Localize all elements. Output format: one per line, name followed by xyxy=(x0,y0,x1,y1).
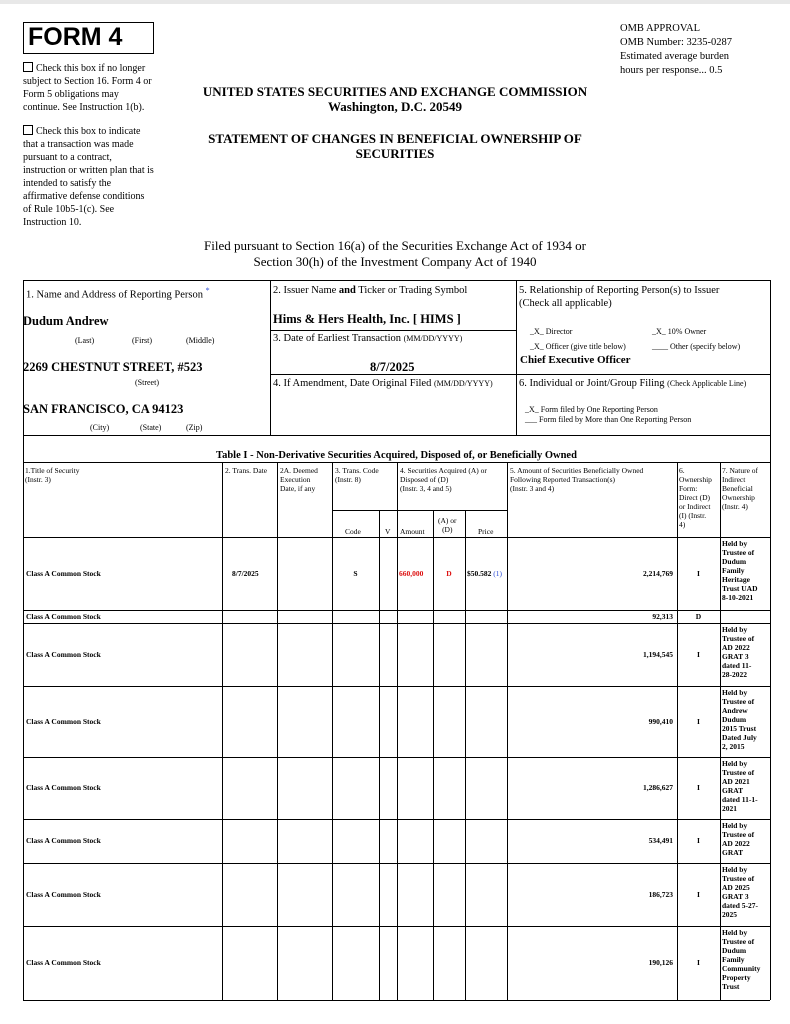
box5-label-line: 5. Relationship of Reporting Person(s) to Issuer xyxy=(519,285,720,296)
nature-line: Trustee of xyxy=(722,768,755,777)
other-mark: ____ xyxy=(652,342,668,351)
header-line: 7. Nature of xyxy=(722,466,759,475)
grid-line xyxy=(270,330,516,331)
acquired-disposed: D xyxy=(446,569,452,578)
grid-line xyxy=(397,462,398,1000)
box3-format: (MM/DD/YYYY) xyxy=(403,334,463,343)
grid-line xyxy=(332,462,333,1000)
box5-label-line: (Check all applicable) xyxy=(519,298,612,309)
check2-line: Check this box to indicate xyxy=(36,126,141,137)
nature-line: AD 2025 xyxy=(722,883,750,892)
nature-line: Trustee of xyxy=(722,697,755,706)
check1-line: Check this box if no longer xyxy=(36,63,146,74)
other-label: Other (specify below) xyxy=(670,342,741,351)
nature-line: AD 2022 xyxy=(722,839,750,848)
nature-of-ownership xyxy=(722,539,770,602)
issuer-name: Hims & Hers Health, Inc. [ HIMS ] xyxy=(273,312,461,326)
city-label: (City) xyxy=(90,423,110,432)
header-line: 2A. Deemed xyxy=(280,466,318,475)
row-divider xyxy=(23,610,770,611)
sub-header-code: Code xyxy=(345,527,361,536)
box1-label xyxy=(26,286,210,301)
col-nature-header xyxy=(722,466,758,511)
header-line: Execution xyxy=(280,475,311,484)
header-line: 6. xyxy=(679,466,685,475)
amount-owned: 534,491 xyxy=(648,836,673,845)
rule10b5-checkbox-block xyxy=(23,125,183,229)
nature-line: Community xyxy=(722,964,761,973)
box4-label xyxy=(273,378,493,389)
filed-line: Filed pursuant to Section 16(a) of the Securities Exchange Act of 1934 or xyxy=(204,238,586,253)
box2-label-c: Ticker or Trading Symbol xyxy=(355,285,468,296)
box2-label-b: and xyxy=(338,285,356,296)
nature-line: Trust UAD xyxy=(722,584,758,593)
ownership-form: I xyxy=(697,890,700,899)
city-state-zip: SAN FRANCISCO, CA 94123 xyxy=(23,402,184,416)
header-line: Ownership xyxy=(679,475,712,484)
ownership-form: I xyxy=(697,783,700,792)
box1-footnote-link[interactable]: * xyxy=(205,286,210,295)
nature-of-ownership xyxy=(722,759,770,813)
transaction-code: S xyxy=(353,569,358,578)
col-securities-header xyxy=(400,466,487,493)
check2-line: pursuant to a contract, xyxy=(23,152,112,163)
officer-checkbox[interactable] xyxy=(530,342,626,351)
sub-header-aord xyxy=(438,516,457,534)
statement-line: SECURITIES xyxy=(355,146,435,161)
security-title: Class A Common Stock xyxy=(26,836,101,845)
statement-heading xyxy=(180,131,610,161)
officer-title: Chief Executive Officer xyxy=(520,354,631,366)
grid-line xyxy=(23,537,770,538)
amount-owned: 1,286,627 xyxy=(643,783,673,792)
check2-line: affirmative defense conditions xyxy=(23,191,145,202)
nature-line: Held by xyxy=(722,539,748,548)
check1-line: continue. See Instruction 1(b). xyxy=(23,102,145,113)
header-line: 1.Title of Security xyxy=(25,466,80,475)
form-title: FORM 4 xyxy=(28,23,123,51)
single-filer-option[interactable] xyxy=(525,405,658,414)
row-divider xyxy=(23,819,770,820)
nature-line: 8-10-2021 xyxy=(722,593,754,602)
amount-owned: 190,126 xyxy=(648,958,673,967)
nature-of-ownership xyxy=(722,625,770,679)
header-line: (Instr. 4) xyxy=(722,502,748,511)
other-checkbox[interactable] xyxy=(652,342,740,351)
nature-of-ownership xyxy=(722,821,770,857)
price-footnote-link[interactable]: (1) xyxy=(491,569,502,578)
box2-label xyxy=(273,285,467,296)
grid-line xyxy=(277,462,278,1000)
header-line: or Indirect xyxy=(679,502,711,511)
filing1-mark: _X_ xyxy=(525,405,539,414)
header-line: (Instr. 3, 4 and 5) xyxy=(400,484,452,493)
security-title: Class A Common Stock xyxy=(26,569,101,578)
sub-header-v: V xyxy=(385,527,391,536)
filing2-mark: ___ xyxy=(525,415,537,424)
transaction-amount: 660,000 xyxy=(399,569,424,578)
col-deemed-header xyxy=(280,466,318,493)
section16-checkbox-block xyxy=(23,62,183,114)
header-line: (Instr. 3 and 4) xyxy=(510,484,555,493)
ownership-form: I xyxy=(697,836,700,845)
street-address: 2269 CHESTNUT STREET, #523 xyxy=(23,360,203,374)
nature-line: Property xyxy=(722,973,751,982)
check2-line: intended to satisfy the xyxy=(23,178,112,189)
nature-line: Dudum xyxy=(722,946,747,955)
col-code-header xyxy=(335,466,379,484)
nature-line: Held by xyxy=(722,821,748,830)
box3-label-text: 3. Date of Earliest Transaction xyxy=(273,333,402,344)
omb-line: hours per response... 0.5 xyxy=(620,65,723,76)
table-title: Table I - Non-Derivative Securities Acquired, Disposed of, or Beneficially Owned xyxy=(216,450,577,461)
box6-label xyxy=(519,378,746,389)
header-line: 3. Trans. Code xyxy=(335,466,379,475)
security-title: Class A Common Stock xyxy=(26,717,101,726)
amount-owned: 990,410 xyxy=(648,717,673,726)
nature-line: dated 5-27- xyxy=(722,901,759,910)
amount-owned: 1,194,545 xyxy=(643,650,673,659)
nature-line: Heritage xyxy=(722,575,750,584)
check1-line: Form 5 obligations may xyxy=(23,89,119,100)
header-line: Date, if any xyxy=(280,484,316,493)
header-line: (D) xyxy=(442,525,453,534)
grid-line xyxy=(720,462,721,1000)
box2-label-a: 2. Issuer Name xyxy=(273,285,339,296)
transaction-date: 8/7/2025 xyxy=(232,569,259,578)
box4-format: (MM/DD/YYYY) xyxy=(433,379,493,388)
ownership-form: I xyxy=(697,717,700,726)
amount-owned: 186,723 xyxy=(648,890,673,899)
ownership-form: I xyxy=(697,650,700,659)
check2-line: that a transaction was made xyxy=(23,139,134,150)
header-line: (I) (Instr. xyxy=(679,511,707,520)
grid-line xyxy=(270,280,271,435)
zip-label: (Zip) xyxy=(186,423,203,432)
nature-line: Family xyxy=(722,955,745,964)
owner-label: 10% Owner xyxy=(667,327,707,336)
header-line: Indirect xyxy=(722,475,746,484)
reporting-person-name: Dudum Andrew xyxy=(23,314,109,328)
top-strip xyxy=(0,0,790,4)
grid-line xyxy=(770,280,771,1000)
check2-line: instruction or written plan that is xyxy=(23,165,154,176)
owner-mark: _X_ xyxy=(652,327,666,336)
nature-line: GRAT xyxy=(722,848,744,857)
nature-line: GRAT 3 xyxy=(722,652,749,661)
omb-line: OMB Number: 3235-0287 xyxy=(620,37,732,48)
security-title: Class A Common Stock xyxy=(26,958,101,967)
earliest-transaction-date: 8/7/2025 xyxy=(370,360,415,374)
header-line: 4) xyxy=(679,520,686,529)
nature-line: 2, 2015 xyxy=(722,742,745,751)
header-line: Ownership xyxy=(722,493,755,502)
filed-line: Section 30(h) of the Investment Company Act of 1940 xyxy=(253,254,537,269)
header-line: Direct (D) xyxy=(679,493,711,502)
nature-line: dated 11- xyxy=(722,661,752,670)
header-line: 4. Securities Acquired (A) or xyxy=(400,466,487,475)
grid-line xyxy=(23,280,24,1000)
nature-line: Family xyxy=(722,566,745,575)
header-line: (Instr. 3) xyxy=(25,475,51,484)
nature-line: Held by xyxy=(722,759,748,768)
director-mark: _X_ xyxy=(530,327,544,336)
nature-line: 28-2022 xyxy=(722,670,747,679)
check2-line: of Rule 10b5-1(c). See xyxy=(23,204,115,215)
grid-line xyxy=(23,280,770,281)
ten-percent-owner-checkbox[interactable] xyxy=(652,327,706,336)
row-divider xyxy=(23,757,770,758)
box4-label-text: 4. If Amendment, Date Original Filed xyxy=(273,378,432,389)
officer-mark: _X_ xyxy=(530,342,544,351)
row-divider xyxy=(23,686,770,687)
row-divider xyxy=(23,926,770,927)
director-checkbox[interactable] xyxy=(530,327,572,336)
grid-line xyxy=(222,462,223,1000)
nature-line: GRAT xyxy=(722,786,744,795)
grid-line xyxy=(270,374,770,375)
sub-header-amount: Amount xyxy=(400,527,425,536)
nature-line: Trust xyxy=(722,982,740,991)
box3-label xyxy=(273,333,462,344)
ownership-form: I xyxy=(697,569,700,578)
check2-line: Instruction 10. xyxy=(23,217,82,228)
nature-line: Trustee of xyxy=(722,874,755,883)
security-title: Class A Common Stock xyxy=(26,612,101,621)
joint-filer-option[interactable] xyxy=(525,415,691,424)
nature-of-ownership xyxy=(722,865,770,919)
first-label: (First) xyxy=(132,336,152,345)
nature-line: Dudum xyxy=(722,557,747,566)
last-label: (Last) xyxy=(75,336,95,345)
sub-header-price: Price xyxy=(478,527,494,536)
header-line: (Instr. 8) xyxy=(335,475,361,484)
grid-line xyxy=(677,462,678,1000)
col-title-header xyxy=(25,466,80,484)
nature-line: dated 11-1- xyxy=(722,795,758,804)
nature-line: Trustee of xyxy=(722,634,755,643)
security-title: Class A Common Stock xyxy=(26,783,101,792)
header-line: 2. Trans. Date xyxy=(225,466,268,475)
header-line: Beneficial xyxy=(722,484,753,493)
street-label: (Street) xyxy=(135,378,159,387)
state-label: (State) xyxy=(140,423,162,432)
filed-pursuant xyxy=(150,238,640,270)
nature-of-ownership xyxy=(722,688,770,751)
statement-line: STATEMENT OF CHANGES IN BENEFICIAL OWNERSHIP OF xyxy=(208,131,582,146)
nature-line: Trustee of xyxy=(722,830,755,839)
rule10b5-checkbox[interactable] xyxy=(23,125,33,135)
agency-line: UNITED STATES SECURITIES AND EXCHANGE COMMISSION xyxy=(202,84,588,99)
officer-label: Officer (give title below) xyxy=(545,342,626,351)
middle-label: (Middle) xyxy=(186,336,215,345)
transaction-price: $50.582 (1) xyxy=(467,569,502,578)
nature-line: Held by xyxy=(722,865,748,874)
ownership-form: I xyxy=(697,958,700,967)
ownership-form: D xyxy=(695,612,702,621)
nature-of-ownership xyxy=(722,928,770,991)
nature-line: Dudum xyxy=(722,715,747,724)
nature-line: Held by xyxy=(722,625,748,634)
header-line: Form: xyxy=(679,484,698,493)
grid-line xyxy=(516,280,517,435)
nature-line: Dated July xyxy=(722,733,757,742)
nature-line: AD 2022 xyxy=(722,643,750,652)
security-title: Class A Common Stock xyxy=(26,650,101,659)
box6-sub: (Check Applicable Line) xyxy=(667,379,747,388)
col-form-header xyxy=(679,466,712,529)
col-owned-header xyxy=(510,466,643,493)
grid-line xyxy=(23,435,770,436)
nature-line: Held by xyxy=(722,688,748,697)
filing2-label: Form filed by More than One Reporting Person xyxy=(539,415,692,424)
nature-line: Trustee of xyxy=(722,937,755,946)
omb-approval xyxy=(620,22,732,78)
table-bottom xyxy=(23,1000,770,1001)
nature-line: GRAT 3 xyxy=(722,892,749,901)
box5-label xyxy=(519,284,719,310)
col-date-header xyxy=(225,466,267,475)
amount-owned: 92,313 xyxy=(652,612,673,621)
box6-label-text: 6. Individual or Joint/Group Filing xyxy=(519,378,665,389)
row-divider xyxy=(23,623,770,624)
agency-heading xyxy=(180,84,610,114)
amount-owned: 2,214,769 xyxy=(643,569,673,578)
security-title: Class A Common Stock xyxy=(26,890,101,899)
nature-line: AD 2021 xyxy=(722,777,750,786)
nature-line: 2025 xyxy=(722,910,737,919)
nature-line: 2021 xyxy=(722,804,737,813)
grid-line xyxy=(332,510,507,511)
header-line: Disposed of (D) xyxy=(400,475,449,484)
omb-line: OMB APPROVAL xyxy=(620,23,701,34)
nature-line: Held by xyxy=(722,928,748,937)
header-line: Following Reported Transaction(s) xyxy=(510,475,615,484)
omb-line: Estimated average burden xyxy=(620,51,730,62)
section16-checkbox[interactable] xyxy=(23,62,33,72)
header-line: 5. Amount of Securities Beneficially Owned xyxy=(510,466,644,475)
nature-line: Trustee of xyxy=(722,548,755,557)
row-divider xyxy=(23,863,770,864)
filing1-label: Form filed by One Reporting Person xyxy=(540,405,658,414)
check1-line: subject to Section 16. Form 4 or xyxy=(23,76,152,87)
nature-line: Andrew xyxy=(722,706,748,715)
director-label: Director xyxy=(545,327,573,336)
agency-line: Washington, D.C. 20549 xyxy=(328,99,462,114)
nature-line: 2015 Trust xyxy=(722,724,757,733)
header-line: (A) or xyxy=(438,516,457,525)
box1-label-text: 1. Name and Address of Reporting Person xyxy=(26,289,204,301)
grid-line xyxy=(507,462,508,1000)
